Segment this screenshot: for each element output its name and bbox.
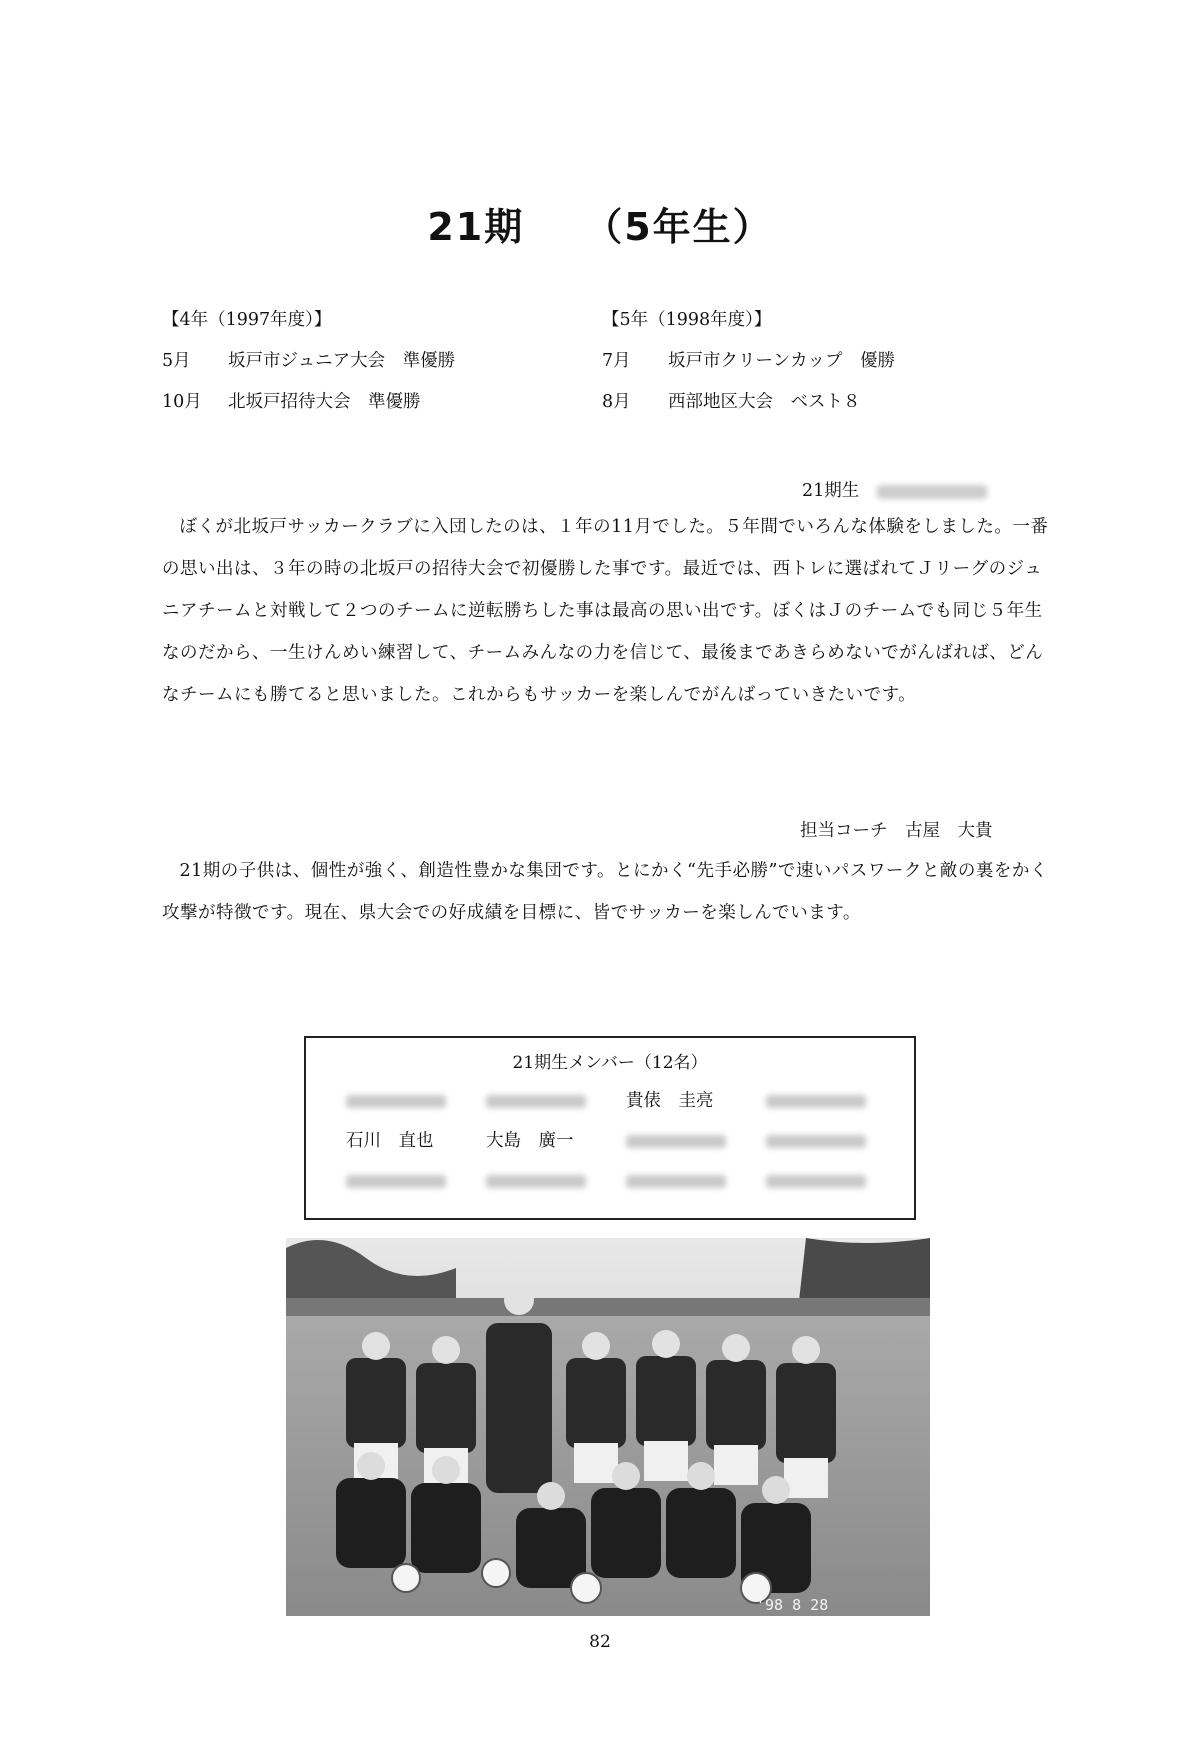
team-photo [286, 1238, 930, 1616]
member-grid [346, 1089, 914, 1193]
record-text: 坂戸市クリーンカップ 優勝 [668, 351, 895, 371]
records-heading: 【4年（1997年度）】 [162, 310, 332, 330]
page-number: 82 [589, 1632, 611, 1652]
member-name-redacted [766, 1089, 906, 1113]
member-name-redacted [486, 1089, 626, 1113]
page-title [0, 196, 1200, 251]
member-name-redacted [346, 1169, 486, 1193]
member-name-redacted [766, 1129, 906, 1153]
member-list-title: 21期生メンバー（12名） [512, 1053, 708, 1073]
record-month: 10月 [162, 392, 202, 412]
coach-author: 担当コーチ 古屋 大貴 [800, 821, 993, 841]
photo-date-stamp: '98 8 28 [756, 1596, 829, 1614]
member-name-redacted [626, 1129, 766, 1153]
record-row [162, 341, 455, 382]
records-5th-year [602, 300, 895, 423]
redacted-name [877, 485, 987, 499]
record-text: 坂戸市ジュニア大会 準優勝 [228, 351, 456, 371]
record-row [602, 382, 895, 423]
record-row [602, 341, 895, 382]
record-month: 5月 [162, 351, 191, 371]
member-name: 大島 廣一 [486, 1131, 574, 1151]
records-heading: 【5年（1998年度）】 [602, 310, 772, 330]
member-name-redacted [766, 1169, 906, 1193]
student-essay: ぼくが北坂戸サッカークラブに入団したのは、１年の11月でした。５年間でいろんな体験をしました。一番の思い出は、３年の時の北坂戸の招待大会で初優勝した事です。最近では、西トレに選ばれてＪリーグのジュニアチームと対戦して２つのチームに逆転勝ちした事は最高の思い出です。ぼくはＪのチームでも同じ５年生なのだから、一生けんめい練習して、チームみんなの力を信じて、最後まであきらめないでがんばれば、どんなチームにも勝てると思いました。これからもサッカーを楽しんでがんばっていきたいです。 [162, 517, 1049, 705]
coach-comment: 21期の子供は、個性が強く、創造性豊かな集団です。とにかく“先手必勝”で速いパスワークと敵の裏をかく攻撃が特徴です。現在、県大会での好成績を目標に、皆でサッカーを楽しんでいます。 [162, 861, 1048, 923]
member-name: 貴俵 圭亮 [626, 1091, 714, 1111]
record-text: 西部地区大会 ベスト８ [668, 392, 861, 412]
member-name-redacted [346, 1089, 486, 1113]
title-sub: （5年生） [584, 205, 773, 249]
member-name: 石川 直也 [346, 1131, 434, 1151]
member-list-box [304, 1036, 916, 1220]
student-author-label: 21期生 [802, 481, 860, 501]
record-text: 北坂戸招待大会 準優勝 [228, 392, 421, 412]
member-name-redacted [626, 1169, 766, 1193]
records-4th-year [162, 300, 455, 423]
student-author [802, 477, 987, 502]
record-month: 8月 [602, 392, 631, 412]
title-main: 21期 [427, 205, 525, 249]
member-name-redacted [486, 1169, 626, 1193]
record-row [162, 382, 455, 423]
record-month: 7月 [602, 351, 631, 371]
team-photo-drawing [286, 1238, 930, 1616]
